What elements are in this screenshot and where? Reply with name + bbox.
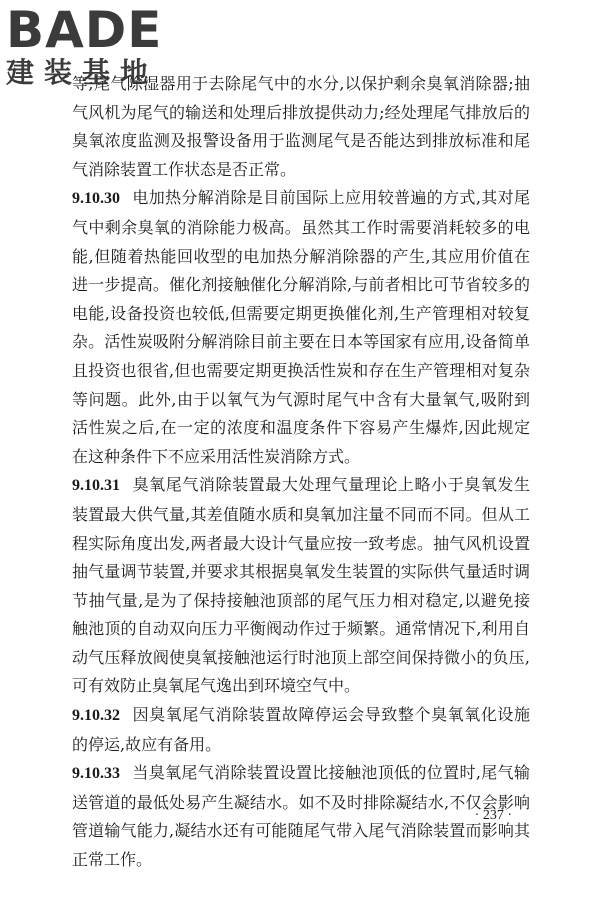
clause-number: 9.10.30 bbox=[72, 190, 120, 208]
clause-text: 臭氧尾气消除装置最大处理气量理论上略小于臭氧发生装置最大供气量,其差值随水质和臭氧加注量不同而不同。但从工程实际角度出发,两者最大设计气量应按一致考虑。抽气风机设置抽气量调节装置,并要求其根据臭氧发生装置的实际供气量适时调节抽气量,是为了保持接触池顶部的尾气压力相对稳定,以避免接触池顶的自动双向压力平衡阀动作过于频繁。通常情况下,利用自动气压释放阀使臭氧接触池运行时池顶上部空间保持微小的负压,可有效防止臭氧尾气逸出到环境空气中。 bbox=[72, 475, 530, 696]
paragraph-text: 等;尾气除湿器用于去除尾气中的水分,以保护剩余臭氧消除器;抽气风机为尾气的输送和处理后排放提供动力;经处理尾气排放后的臭氧浓度监测及报警设备用于监测尾气是否能达到排放标准和尾气消除装置工作状态是否正常。 bbox=[72, 74, 530, 179]
clause-9-10-32 bbox=[72, 701, 530, 759]
watermark-brand: BADE bbox=[6, 1, 163, 59]
watermark-subtitle: 建装基地 bbox=[6, 56, 159, 89]
clause-text: 电加热分解消除是目前国际上应用较普遍的方式,其对尾气中剩余臭氧的消除能力极高。虽然其工作时需要消耗较多的电能,但随着热能回收型的电加热分解消除器的产生,其应用价值在进一步提高。催化剂接触催化分解消除,与前者相比可节省较多的电能,设备投资也较低,但需要定期更换催化剂,生产管理相对较复杂。活性炭吸附分解消除目前主要在日本等国家有应用,设备简单且投资也很省,但也需要定期更换活性炭和存在生产管理相对复杂等问题。此外,由于以氧气为气源时尾气中含有大量氧气,吸附到活性炭之后,在一定的浓度和温度条件下容易产生爆炸,因此规定在这种条件下不应采用活性炭消除方式。 bbox=[72, 188, 530, 466]
document-body bbox=[72, 70, 530, 875]
clause-9-10-30 bbox=[72, 184, 530, 471]
clause-number: 9.10.33 bbox=[72, 765, 120, 783]
page-number: · 237 · bbox=[474, 808, 512, 823]
clause-number: 9.10.31 bbox=[72, 477, 120, 495]
clause-9-10-33 bbox=[72, 759, 530, 874]
clause-9-10-31 bbox=[72, 471, 530, 701]
clause-text: 因臭氧尾气消除装置故障停运会导致整个臭氧氧化设施的停运,故应有备用。 bbox=[72, 705, 530, 754]
paragraph-continuation bbox=[72, 70, 530, 184]
clause-number: 9.10.32 bbox=[72, 707, 120, 725]
clause-text: 当臭氧尾气消除装置设置比接触池顶低的位置时,尾气输送管道的最低处易产生凝结水。如不及时排除凝结水,不仅会影响管道输气能力,凝结水还有可能随尾气带入尾气消除装置而影响其正常工作。 bbox=[72, 763, 530, 870]
